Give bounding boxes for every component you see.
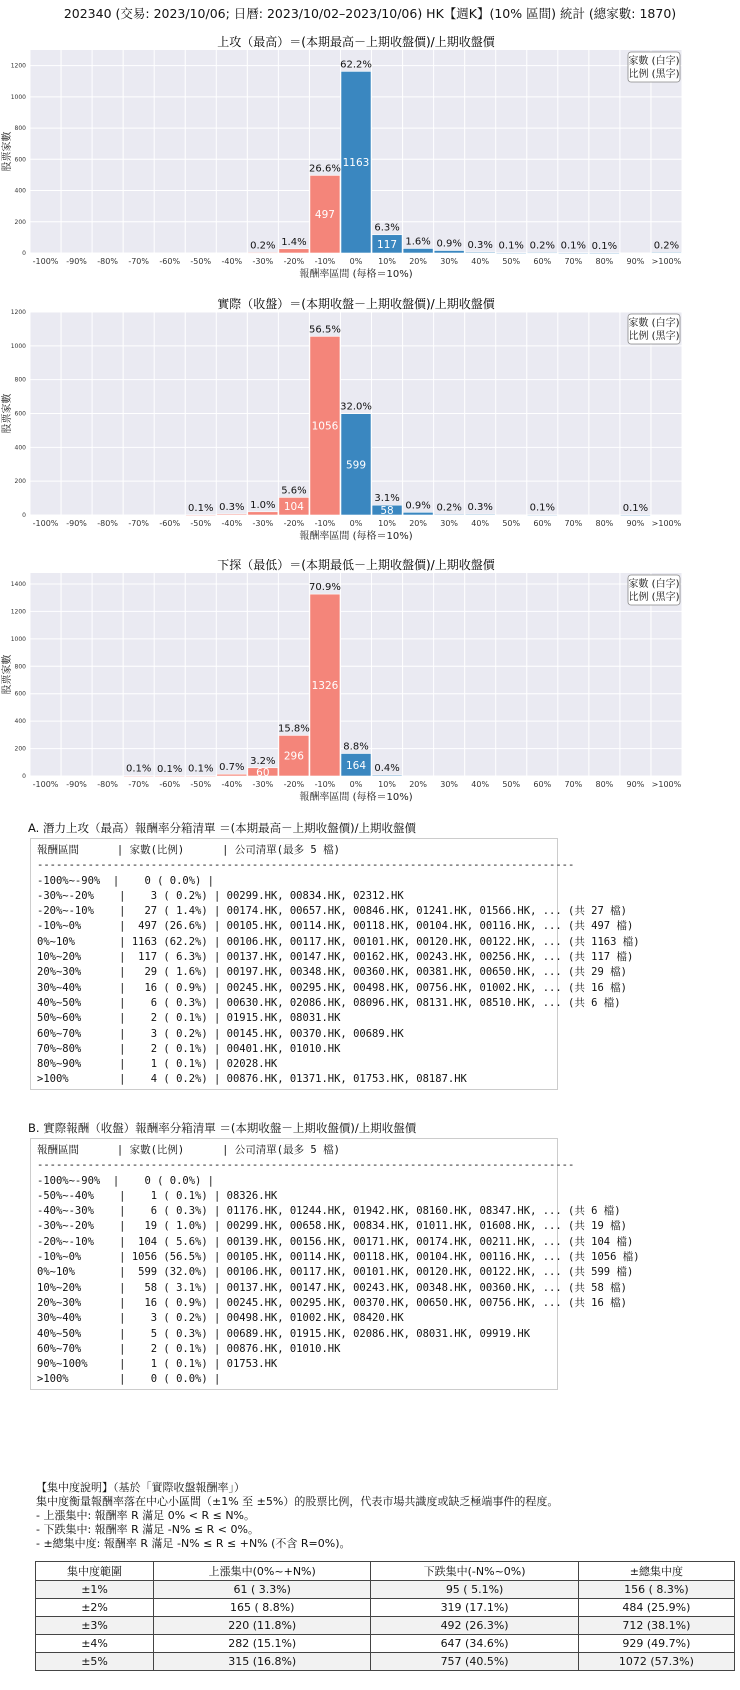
bar [248,253,278,254]
list-line: -10%~0% | 1056 (56.5%) | 00105.HK, 00114.HK, 00118.HK, 00104.HK, 00116.HK, ... (共 1056 檔) [37,1251,640,1264]
bar-count-label: 1326 [311,680,339,693]
bar [465,252,495,253]
list-line: -10%~0% | 497 (26.6%) | 00105.HK, 00114.HK, 00118.HK, 00104.HK, 00116.HK, ... (共 497 檔) [37,920,634,933]
page-title: 202340 (交易: 2023/10/06; 日曆: 2023/10/02–2023/10/06) HK【週K】(10% 區間) 統計 (總家數: 1870) [63,6,677,21]
bar-pct-label: 70.9% [309,582,341,594]
bar [279,249,309,253]
list-line: 20%~30% | 29 ( 1.6%) | 00197.HK, 00348.HK, 00360.HK, 00381.HK, 00650.HK, ... (共 29 檔) [37,966,627,979]
x-tick-label: -80% [97,257,118,266]
x-tick-label: -30% [252,519,274,528]
table-cell: 282 (15.1%) [154,1635,371,1653]
table-cell: 315 (16.8%) [154,1653,371,1671]
bar-pct-label: 26.6% [309,163,341,175]
bar [434,251,464,253]
x-tick-label: 20% [409,257,427,266]
x-tick-label: -50% [190,780,212,789]
bar-pct-label: 6.3% [374,222,400,234]
table-row [36,1635,735,1653]
table-row [36,1599,735,1617]
legend-line: 比例 (黑字) [628,69,680,80]
list-line: 50%~60% | 2 ( 0.1%) | 01915.HK, 08031.HK [37,1012,341,1025]
bar-count-label: 60 [256,766,270,779]
list-line: >100% | 4 ( 0.2%) | 00876.HK, 01371.HK, 01753.HK, 08187.HK [37,1073,467,1086]
x-tick-label: 30% [440,257,459,266]
list-line: 20%~30% | 16 ( 0.9%) | 00245.HK, 00295.HK, 00370.HK, 00650.HK, 00756.HK, ... (共 16 檔) [37,1296,627,1309]
legend-line: 比例 (黑字) [628,592,680,603]
x-tick-label: -50% [190,257,212,266]
list-line: 報酬區間 | 家數(比例) | 公司清單(最多 5 檔) [37,844,340,856]
bar [403,248,433,253]
bar-pct-label: 0.1% [498,240,524,252]
y-tick-label: 400 [14,187,26,195]
bar [558,253,588,254]
y-tick-label: 1200 [10,309,26,316]
bar-pct-label: 0.1% [591,240,618,252]
x-tick-label: 20% [409,519,427,528]
legend-line: 家數 (白字) [628,56,680,67]
table-header: 集中度範圍 [36,1562,154,1581]
y-axis-label: 股票家數 [2,393,13,434]
list-line: 報酬區間 | 家數(比例) | 公司清單(最多 5 檔) [37,1144,340,1156]
x-tick-label: -70% [128,519,150,528]
x-tick-label: 40% [471,257,490,266]
table-cell: 492 (26.3%) [371,1617,578,1635]
x-tick-label: -20% [283,780,305,789]
y-tick-label: 0 [22,773,26,780]
table-cell: ±4% [36,1635,154,1653]
x-tick-label: >100% [651,519,682,528]
list-line: -20%~-10% | 104 ( 5.6%) | 00139.HK, 00156.HK, 00171.HK, 00174.HK, 00211.HK, ... (共 104 檔) [37,1235,634,1248]
table-cell: 319 (17.1%) [371,1599,578,1617]
y-tick-label: 1000 [10,342,26,350]
y-tick-label: 1200 [10,608,26,616]
box-b-title: B. 實際報酬（收盤）報酬率分箱清單 ＝(本期收盤－上期收盤價)/上期收盤價 [28,1121,417,1135]
bar-pct-label: 0.2% [250,240,276,252]
bar-count-label: 58 [380,505,394,518]
x-tick-label: -20% [283,519,305,528]
bar-count-label: 164 [345,759,367,772]
y-tick-label: 1000 [10,635,26,643]
table-cell: 929 (49.7%) [578,1635,734,1653]
bar-count-label: 117 [377,238,398,251]
x-tick-label: -90% [66,257,87,266]
list-line: 0%~10% | 599 (32.0%) | 00106.HK, 00117.HK, 00101.HK, 00120.HK, 00122.HK, ... (共 599 檔) [37,1266,634,1279]
bar [186,776,216,777]
table-header: ±總集中度 [578,1562,734,1581]
list-line: 90%~100% | 1 ( 0.1%) | 01753.HK [37,1358,278,1371]
x-tick-label: -40% [221,780,243,789]
bar [589,253,619,254]
bar-pct-label: 0.1% [125,763,152,775]
y-tick-label: 1400 [10,580,26,588]
x-tick-label: 50% [502,257,521,266]
x-tick-label: 80% [595,257,614,266]
table-cell: ±2% [36,1599,154,1617]
bar-count-label: 1056 [311,420,339,433]
list-line: ------------------------------------------------------------------------------------- [37,1159,575,1172]
table-cell: 156 ( 8.3%) [578,1581,734,1599]
concentration-line: - ±總集中度: 報酬率 R 滿足 -N% ≤ R ≤ +N% (不含 R=0%)。 [36,1537,351,1550]
x-tick-label: >100% [651,780,682,789]
x-tick-label: 0% [349,257,363,266]
bar [496,253,526,254]
x-tick-label: >100% [651,257,682,266]
x-tick-label: -60% [159,257,181,266]
x-tick-label: 50% [502,780,521,789]
table-cell: 712 (38.1%) [578,1617,734,1635]
x-tick-label: 30% [440,780,459,789]
y-tick-label: 200 [14,745,26,753]
concentration-note [36,1481,558,1551]
list-line: 80%~90% | 1 ( 0.1%) | 02028.HK [37,1058,278,1071]
table-row [36,1653,735,1671]
x-tick-label: 10% [378,519,396,528]
box-a-title: A. 潛力上攻（最高）報酬率分箱清單 ＝(本期最高－上期收盤價)/上期收盤價 [28,821,416,835]
x-tick-label: -30% [252,780,274,789]
bar-pct-label: 56.5% [309,324,341,336]
y-tick-label: 800 [14,125,26,133]
bar [372,775,402,776]
bar-count-label: 296 [283,750,304,763]
table-row [36,1617,735,1635]
legend-line: 比例 (黑字) [628,331,680,342]
chart-title: 上攻（最高）＝(本期最高－上期收盤價)/上期收盤價 [217,35,495,49]
x-tick-label: 10% [378,257,396,266]
bar [248,512,278,515]
list-line: -20%~-10% | 27 ( 1.4%) | 00174.HK, 00657.HK, 00846.HK, 01241.HK, 01566.HK, ... (共 27 檔) [37,905,627,918]
bar [465,514,495,515]
y-tick-label: 800 [14,376,26,384]
bar-count-label: 1163 [342,157,370,170]
bar [434,514,464,515]
bar-pct-label: 0.2% [653,240,680,252]
x-tick-label: 10% [378,780,396,789]
table-cell: ±1% [36,1581,154,1599]
bar-pct-label: 1.4% [281,236,307,248]
x-tick-label: 90% [626,257,645,266]
bar-pct-label: 0.3% [467,240,493,252]
x-axis-label: 報酬率區間 (每格＝10%) [299,792,413,803]
x-tick-label: 80% [595,780,614,789]
table-cell: 647 (34.6%) [371,1635,578,1653]
chart-title: 下探（最低）＝(本期最低－上期收盤價)/上期收盤價 [217,558,495,572]
x-tick-label: -50% [190,519,212,528]
x-tick-label: -80% [97,780,118,789]
bar-pct-label: 0.1% [622,502,649,514]
bar [155,776,185,777]
x-tick-label: -10% [314,780,336,789]
x-tick-label: -80% [97,519,118,528]
y-tick-label: 200 [14,218,26,226]
table-cell: 95 ( 5.1%) [371,1581,578,1599]
bar-pct-label: 32.0% [340,401,372,413]
x-tick-label: 0% [349,780,363,789]
x-tick-label: -10% [314,257,336,266]
bar-pct-label: 0.3% [219,501,245,513]
list-line: -50%~-40% | 1 ( 0.1%) | 08326.HK [37,1189,278,1202]
x-tick-label: 70% [564,257,583,266]
bar [651,252,681,253]
bar-pct-label: 1.0% [250,499,276,511]
bar-pct-label: 0.9% [436,238,462,250]
x-tick-label: 90% [626,519,645,528]
y-tick-label: 600 [14,690,26,698]
chart-high [0,34,740,282]
y-tick-label: 400 [14,444,26,452]
bar [217,774,247,776]
table-row [36,1581,735,1599]
legend-line: 家數 (白字) [628,318,680,329]
x-tick-label: 80% [595,519,614,528]
list-line: 10%~20% | 58 ( 3.1%) | 00137.HK, 00147.HK, 00243.HK, 00348.HK, 00360.HK, ... (共 58 檔) [37,1281,627,1294]
bar-pct-label: 8.8% [343,741,369,753]
bar-pct-label: 0.1% [157,763,183,775]
x-tick-label: -10% [314,519,336,528]
bar [217,514,247,515]
x-tick-label: 70% [564,780,583,789]
bar-pct-label: 0.1% [188,502,214,514]
bar-pct-label: 3.1% [374,493,400,505]
table-cell: 484 (25.9%) [578,1599,734,1617]
x-tick-label: -90% [66,519,87,528]
x-tick-label: -40% [221,519,243,528]
x-tick-label: 40% [471,780,490,789]
y-tick-label: 1200 [10,62,26,70]
list-line: -100%~-90% | 0 ( 0.0%) | [37,1174,215,1187]
x-tick-label: 50% [502,519,521,528]
bar-pct-label: 5.6% [281,485,307,497]
x-tick-label: -100% [32,780,59,789]
table-cell: 165 ( 8.8%) [154,1599,371,1617]
x-tick-label: -60% [159,780,181,789]
x-tick-label: 20% [409,780,427,789]
bar-pct-label: 62.2% [340,59,372,71]
x-tick-label: 70% [564,519,583,528]
x-tick-label: -40% [221,257,243,266]
bar [403,512,433,515]
table-cell: 757 (40.5%) [371,1653,578,1671]
list-line: -100%~-90% | 0 ( 0.0%) | [37,874,215,887]
bar-pct-label: 0.4% [374,763,400,775]
chart-title: 實際（收盤）＝(本期收盤－上期收盤價)/上期收盤價 [217,297,495,311]
list-line: -40%~-30% | 6 ( 0.3%) | 01176.HK, 01244.HK, 01942.HK, 08160.HK, 08347.HK, ... (共 6 檔) [37,1205,621,1218]
table-cell: ±3% [36,1617,154,1635]
bar-count-label: 104 [283,501,304,514]
bar [186,515,216,516]
y-tick-label: 0 [22,250,26,257]
table-header-row [36,1562,735,1581]
y-tick-label: 200 [14,478,26,486]
list-line: 60%~70% | 3 ( 0.2%) | 00145.HK, 00370.HK, 00689.HK [37,1027,404,1040]
x-tick-label: 30% [440,519,459,528]
y-tick-label: 0 [22,512,26,519]
list-line: 60%~70% | 2 ( 0.1%) | 00876.HK, 01010.HK [37,1342,341,1355]
x-tick-label: 0% [349,519,363,528]
x-axis-label: 報酬率區間 (每格＝10%) [299,531,413,542]
y-tick-label: 800 [14,663,26,671]
list-line: 0%~10% | 1163 (62.2%) | 00106.HK, 00117.HK, 00101.HK, 00120.HK, 00122.HK, ... (共 1163 檔) [37,935,640,948]
x-tick-label: -100% [32,519,59,528]
concentration-line: - 下跌集中: 報酬率 R 滿足 -N% ≤ R < 0%。 [36,1523,259,1536]
concentration-table [35,1561,735,1671]
concentration-line: 集中度衡量報酬率落在中心小區間（±1% 至 ±5%）的股票比例，代表市場共識度或缺乏極端事件的程度。 [36,1495,559,1508]
bar-pct-label: 0.9% [405,500,431,512]
y-tick-label: 1000 [10,93,26,101]
table-header: 下跌集中(-N%~0%) [371,1562,578,1581]
list-line: >100% | 0 ( 0.0%) | [37,1373,221,1386]
x-axis-label: 報酬率區間 (每格＝10%) [299,269,413,280]
list-line: 40%~50% | 5 ( 0.3%) | 00689.HK, 01915.HK, 02086.HK, 08031.HK, 09919.HK [37,1327,531,1340]
bar [527,253,557,254]
x-tick-label: 60% [533,257,552,266]
list-line: ------------------------------------------------------------------------------------- [37,859,575,872]
bar-pct-label: 0.2% [436,502,462,514]
list-line: 30%~40% | 3 ( 0.2%) | 00498.HK, 01002.HK, 08420.HK [37,1312,404,1325]
y-tick-label: 600 [14,156,26,164]
y-axis-label: 股票家數 [2,131,13,172]
list-line: 40%~50% | 6 ( 0.3%) | 00630.HK, 02086.HK, 08096.HK, 08131.HK, 08510.HK, ... (共 6 檔) [37,996,621,1009]
bar-pct-label: 0.1% [529,502,555,514]
bar-count-label: 599 [345,459,367,472]
bar-pct-label: 0.1% [560,240,587,252]
bar-pct-label: 1.6% [405,236,431,248]
y-tick-label: 400 [14,718,26,726]
box-b-list [30,1138,640,1390]
y-tick-label: 600 [14,410,26,418]
table-header: 上漲集中(0%~+N%) [154,1562,371,1581]
box-a-list [30,838,640,1090]
bar-pct-label: 0.3% [467,502,493,514]
bar-pct-label: 0.2% [529,240,555,252]
bar [527,515,557,516]
legend-line: 家數 (白字) [628,579,680,590]
chart-close [0,296,740,544]
x-tick-label: -90% [66,780,87,789]
x-tick-label: -30% [252,257,274,266]
x-tick-label: -20% [283,257,305,266]
table-cell: 61 ( 3.3%) [154,1581,371,1599]
list-line: 30%~40% | 16 ( 0.9%) | 00245.HK, 00295.HK, 00498.HK, 00756.HK, 01002.HK, ... (共 16 檔) [37,981,627,994]
bar-pct-label: 15.8% [278,723,310,735]
x-tick-label: 60% [533,519,552,528]
concentration-line: - 上漲集中: 報酬率 R 滿足 0% < R ≤ N%。 [36,1509,255,1522]
chart-low [0,557,740,805]
x-tick-label: 60% [533,780,552,789]
bar-pct-label: 0.1% [188,763,214,775]
concentration-title: 【集中度說明】（基於「實際收盤報酬率」） [36,1481,245,1494]
list-line: -30%~-20% | 19 ( 1.0%) | 00299.HK, 00658.HK, 00834.HK, 01011.HK, 01608.HK, ... (共 19 檔) [37,1220,627,1233]
x-tick-label: -70% [128,780,150,789]
x-tick-label: 40% [471,519,490,528]
bar-count-label: 497 [314,209,335,222]
x-tick-label: -100% [32,257,59,266]
y-axis-label: 股票家數 [2,654,13,695]
table-cell: 220 (11.8%) [154,1617,371,1635]
list-line: -30%~-20% | 3 ( 0.2%) | 00299.HK, 00834.HK, 02312.HK [37,889,404,902]
x-tick-label: 90% [626,780,645,789]
table-cell: ±5% [36,1653,154,1671]
x-tick-label: -70% [128,257,150,266]
x-tick-label: -60% [159,519,181,528]
bar-pct-label: 3.2% [250,755,276,767]
bar [620,515,650,516]
list-line: 70%~80% | 2 ( 0.1%) | 00401.HK, 01010.HK [37,1042,341,1055]
list-line: 10%~20% | 117 ( 6.3%) | 00137.HK, 00147.HK, 00162.HK, 00243.HK, 00256.HK, ... (共 117 檔) [37,951,634,964]
bar [124,776,154,777]
table-cell: 1072 (57.3%) [578,1653,734,1671]
bar-pct-label: 0.7% [219,762,245,774]
